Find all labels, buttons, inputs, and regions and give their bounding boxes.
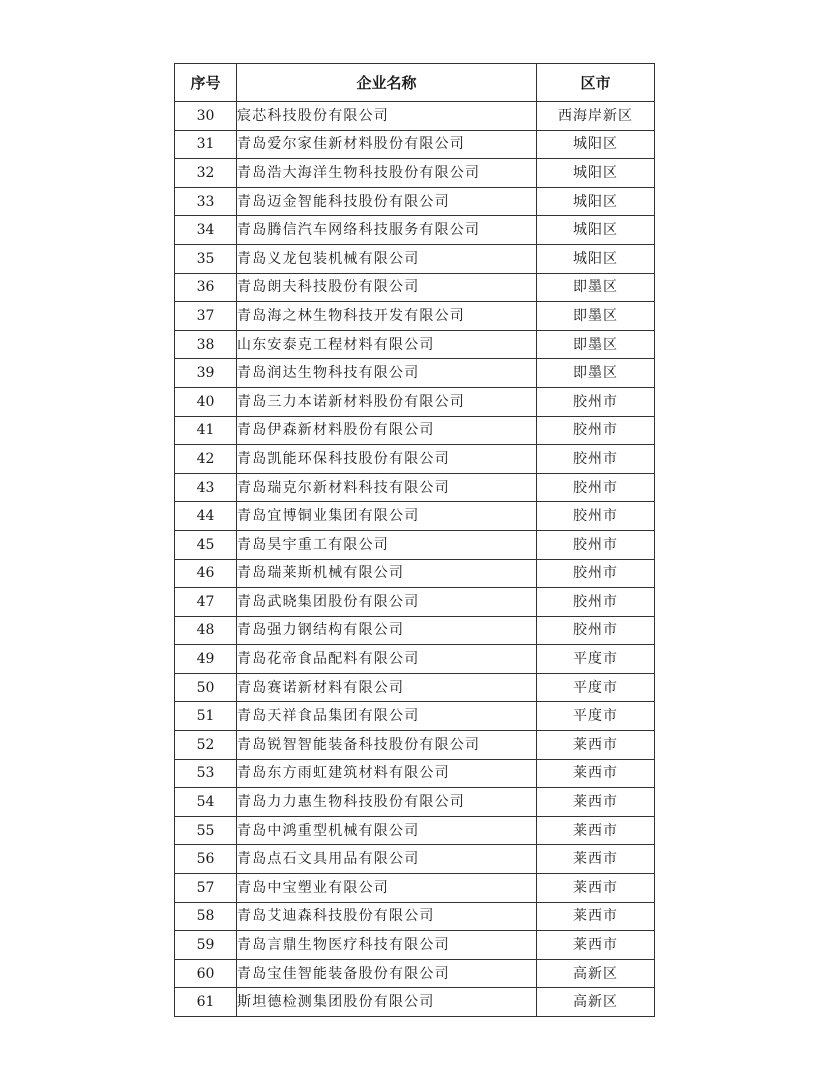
row-company-name: 青岛宝佳智能装备股份有限公司 <box>237 959 537 988</box>
table-row <box>175 130 655 159</box>
row-district: 胶州市 <box>537 616 655 645</box>
row-index: 59 <box>175 931 237 960</box>
table-row <box>175 187 655 216</box>
row-index: 43 <box>175 473 237 502</box>
row-company-name: 青岛凯能环保科技股份有限公司 <box>237 445 537 474</box>
row-district: 胶州市 <box>537 387 655 416</box>
row-company-name: 青岛三力本诺新材料股份有限公司 <box>237 387 537 416</box>
row-district: 莱西市 <box>537 731 655 760</box>
row-index: 40 <box>175 387 237 416</box>
header-row <box>175 64 655 102</box>
row-index: 60 <box>175 959 237 988</box>
row-company-name: 宸芯科技股份有限公司 <box>237 102 537 131</box>
row-index: 46 <box>175 559 237 588</box>
table-row <box>175 502 655 531</box>
row-index: 45 <box>175 530 237 559</box>
row-district: 胶州市 <box>537 502 655 531</box>
row-company-name: 青岛朗夫科技股份有限公司 <box>237 273 537 302</box>
row-index: 42 <box>175 445 237 474</box>
table-row <box>175 559 655 588</box>
table-row <box>175 359 655 388</box>
row-company-name: 青岛迈金智能科技股份有限公司 <box>237 187 537 216</box>
table-row <box>175 473 655 502</box>
row-company-name: 青岛瑞莱斯机械有限公司 <box>237 559 537 588</box>
row-district: 城阳区 <box>537 130 655 159</box>
row-district: 莱西市 <box>537 931 655 960</box>
table-row <box>175 845 655 874</box>
table-row <box>175 731 655 760</box>
header-district: 区市 <box>537 64 655 102</box>
row-district: 高新区 <box>537 959 655 988</box>
row-index: 51 <box>175 702 237 731</box>
row-index: 41 <box>175 416 237 445</box>
row-index: 34 <box>175 216 237 245</box>
row-index: 47 <box>175 588 237 617</box>
row-company-name: 青岛点石文具用品有限公司 <box>237 845 537 874</box>
row-index: 36 <box>175 273 237 302</box>
row-company-name: 青岛海之林生物科技开发有限公司 <box>237 302 537 331</box>
row-company-name: 青岛爱尔家佳新材料股份有限公司 <box>237 130 537 159</box>
row-district: 莱西市 <box>537 845 655 874</box>
table-row <box>175 645 655 674</box>
row-index: 58 <box>175 902 237 931</box>
header-company-name: 企业名称 <box>237 64 537 102</box>
table-row <box>175 216 655 245</box>
row-district: 城阳区 <box>537 159 655 188</box>
table-row <box>175 931 655 960</box>
row-company-name: 青岛伊森新材料股份有限公司 <box>237 416 537 445</box>
row-district: 莱西市 <box>537 902 655 931</box>
row-district: 城阳区 <box>537 187 655 216</box>
table-row <box>175 530 655 559</box>
row-company-name: 青岛花帝食品配料有限公司 <box>237 645 537 674</box>
row-index: 52 <box>175 731 237 760</box>
table-row <box>175 330 655 359</box>
row-index: 44 <box>175 502 237 531</box>
row-index: 30 <box>175 102 237 131</box>
row-district: 莱西市 <box>537 759 655 788</box>
row-index: 37 <box>175 302 237 331</box>
row-index: 49 <box>175 645 237 674</box>
table-row <box>175 445 655 474</box>
row-company-name: 山东安泰克工程材料有限公司 <box>237 330 537 359</box>
table-body <box>175 102 655 1017</box>
table-header <box>175 64 655 102</box>
table-row <box>175 416 655 445</box>
table-row <box>175 273 655 302</box>
row-company-name: 青岛昊宇重工有限公司 <box>237 530 537 559</box>
company-list-table <box>174 63 655 1017</box>
table-row <box>175 244 655 273</box>
row-company-name: 青岛力力惠生物科技股份有限公司 <box>237 788 537 817</box>
row-company-name: 斯坦德检测集团股份有限公司 <box>237 988 537 1017</box>
header-index: 序号 <box>175 64 237 102</box>
row-company-name: 青岛浩大海洋生物科技股份有限公司 <box>237 159 537 188</box>
row-district: 胶州市 <box>537 559 655 588</box>
row-company-name: 青岛中鸿重型机械有限公司 <box>237 816 537 845</box>
row-index: 48 <box>175 616 237 645</box>
table-row <box>175 387 655 416</box>
row-index: 50 <box>175 673 237 702</box>
row-district: 莱西市 <box>537 788 655 817</box>
row-index: 57 <box>175 874 237 903</box>
row-district: 即墨区 <box>537 330 655 359</box>
table-row <box>175 988 655 1017</box>
row-company-name: 青岛锐智智能装备科技股份有限公司 <box>237 731 537 760</box>
row-district: 平度市 <box>537 673 655 702</box>
row-index: 35 <box>175 244 237 273</box>
table-row <box>175 874 655 903</box>
row-index: 32 <box>175 159 237 188</box>
table-row <box>175 159 655 188</box>
row-district: 莱西市 <box>537 816 655 845</box>
row-district: 即墨区 <box>537 359 655 388</box>
row-index: 53 <box>175 759 237 788</box>
row-index: 56 <box>175 845 237 874</box>
row-company-name: 青岛东方雨虹建筑材料有限公司 <box>237 759 537 788</box>
row-index: 33 <box>175 187 237 216</box>
row-district: 胶州市 <box>537 588 655 617</box>
row-district: 高新区 <box>537 988 655 1017</box>
row-company-name: 青岛天祥食品集团有限公司 <box>237 702 537 731</box>
row-index: 38 <box>175 330 237 359</box>
row-district: 平度市 <box>537 645 655 674</box>
row-district: 胶州市 <box>537 530 655 559</box>
row-index: 54 <box>175 788 237 817</box>
table-row <box>175 816 655 845</box>
row-index: 55 <box>175 816 237 845</box>
row-district: 莱西市 <box>537 874 655 903</box>
row-company-name: 青岛润达生物科技有限公司 <box>237 359 537 388</box>
row-district: 平度市 <box>537 702 655 731</box>
row-company-name: 青岛强力钢结构有限公司 <box>237 616 537 645</box>
table-row <box>175 702 655 731</box>
row-company-name: 青岛义龙包装机械有限公司 <box>237 244 537 273</box>
row-district: 西海岸新区 <box>537 102 655 131</box>
table-row <box>175 959 655 988</box>
table-row <box>175 588 655 617</box>
row-company-name: 青岛艾迪森科技股份有限公司 <box>237 902 537 931</box>
row-district: 胶州市 <box>537 445 655 474</box>
table-row <box>175 302 655 331</box>
row-index: 39 <box>175 359 237 388</box>
row-company-name: 青岛中宝塑业有限公司 <box>237 874 537 903</box>
table-row <box>175 616 655 645</box>
row-district: 胶州市 <box>537 473 655 502</box>
row-district: 即墨区 <box>537 273 655 302</box>
row-district: 城阳区 <box>537 216 655 245</box>
row-index: 61 <box>175 988 237 1017</box>
table-row <box>175 788 655 817</box>
row-index: 31 <box>175 130 237 159</box>
row-district: 即墨区 <box>537 302 655 331</box>
table-row <box>175 102 655 131</box>
table-row <box>175 759 655 788</box>
table-row <box>175 673 655 702</box>
row-company-name: 青岛瑞克尔新材料科技有限公司 <box>237 473 537 502</box>
row-district: 胶州市 <box>537 416 655 445</box>
row-company-name: 青岛赛诺新材料有限公司 <box>237 673 537 702</box>
row-district: 城阳区 <box>537 244 655 273</box>
row-company-name: 青岛腾信汽车网络科技服务有限公司 <box>237 216 537 245</box>
row-company-name: 青岛言鼎生物医疗科技有限公司 <box>237 931 537 960</box>
row-company-name: 青岛武晓集团股份有限公司 <box>237 588 537 617</box>
table-row <box>175 902 655 931</box>
row-company-name: 青岛宜博铜业集团有限公司 <box>237 502 537 531</box>
